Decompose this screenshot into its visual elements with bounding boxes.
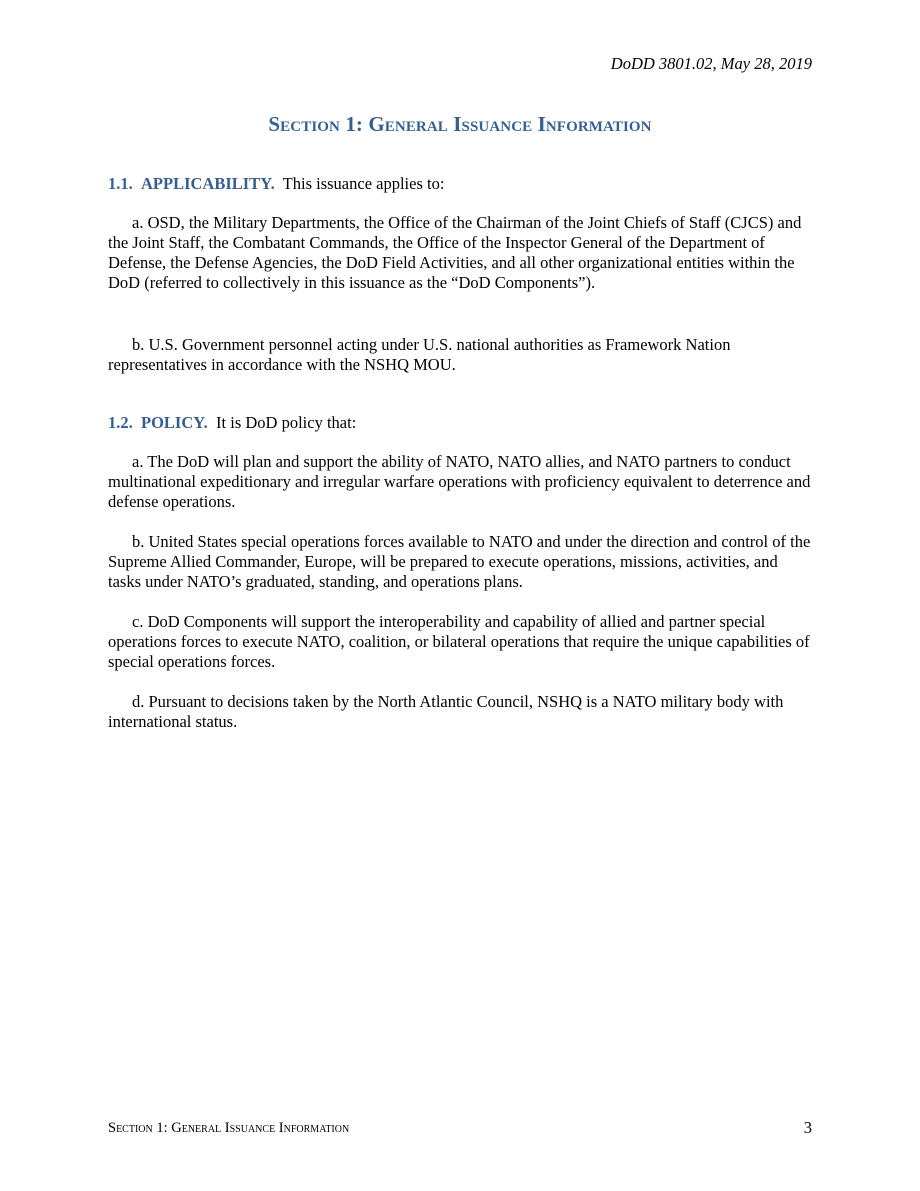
applicability-para-b: b. U.S. Government personnel acting under U.S. national authorities as Framework Nation representatives in accordance with the NSHQ MOU. xyxy=(108,335,731,374)
footer-section-title: Section 1: General Issuance Information xyxy=(108,1120,350,1136)
policy-para-b: b. United States special operations forces available to NATO and under the direction and control of the Supreme Allied Commander, Europe, will be prepared to execute operations, missions, activities, and tasks under NATO’s graduated, standing, and operations plans. xyxy=(108,532,811,591)
applicability-label: APPLICABILITY. xyxy=(141,174,275,193)
applicability-intro: This issuance applies to: xyxy=(282,174,445,193)
policy-para-d: d. Pursuant to decisions taken by the North Atlantic Council, NSHQ is a NATO military body with international status. xyxy=(108,692,784,731)
document-reference: DoDD 3801.02, May 28, 2019 xyxy=(610,54,812,73)
policy-para-c: c. DoD Components will support the interoperability and capability of allied and partner special operations forces to execute NATO, coalition, or bilateral operations that require the unique capabilities of special operations forces. xyxy=(108,612,810,671)
applicability-para-a-block xyxy=(108,213,812,293)
policy-para-d-block xyxy=(108,692,812,732)
policy-para-a-block xyxy=(108,452,812,512)
applicability-para-b-block xyxy=(108,335,812,375)
section-applicability xyxy=(108,174,812,194)
policy-para-b-block xyxy=(108,532,812,592)
policy-heading xyxy=(108,413,812,433)
page-number: 3 xyxy=(803,1118,812,1137)
policy-para-c-block xyxy=(108,612,812,672)
policy-para-a: a. The DoD will plan and support the ability of NATO, NATO allies, and NATO partners to conduct multinational expeditionary and irregular warfare operations with proficiency equivalent to deterrence and defense operations. xyxy=(108,452,811,511)
applicability-para-a: a. OSD, the Military Departments, the Office of the Chairman of the Joint Chiefs of Staff (CJCS) and the Joint Staff, the Combatant Commands, the Office of the Inspector General of the Department of Defense, the Defense Agencies, the DoD Field Activities, and all other organizational entities within the DoD (referred to collectively in this issuance as the “DoD Components”). xyxy=(108,213,802,292)
applicability-number: 1.1. xyxy=(108,174,133,193)
section-title: Section 1: General Issuance Information xyxy=(268,112,652,136)
section-policy xyxy=(108,413,812,433)
policy-intro: It is DoD policy that: xyxy=(216,413,357,432)
policy-label: POLICY. xyxy=(141,413,208,432)
policy-number: 1.2. xyxy=(108,413,133,432)
applicability-heading xyxy=(108,174,812,194)
